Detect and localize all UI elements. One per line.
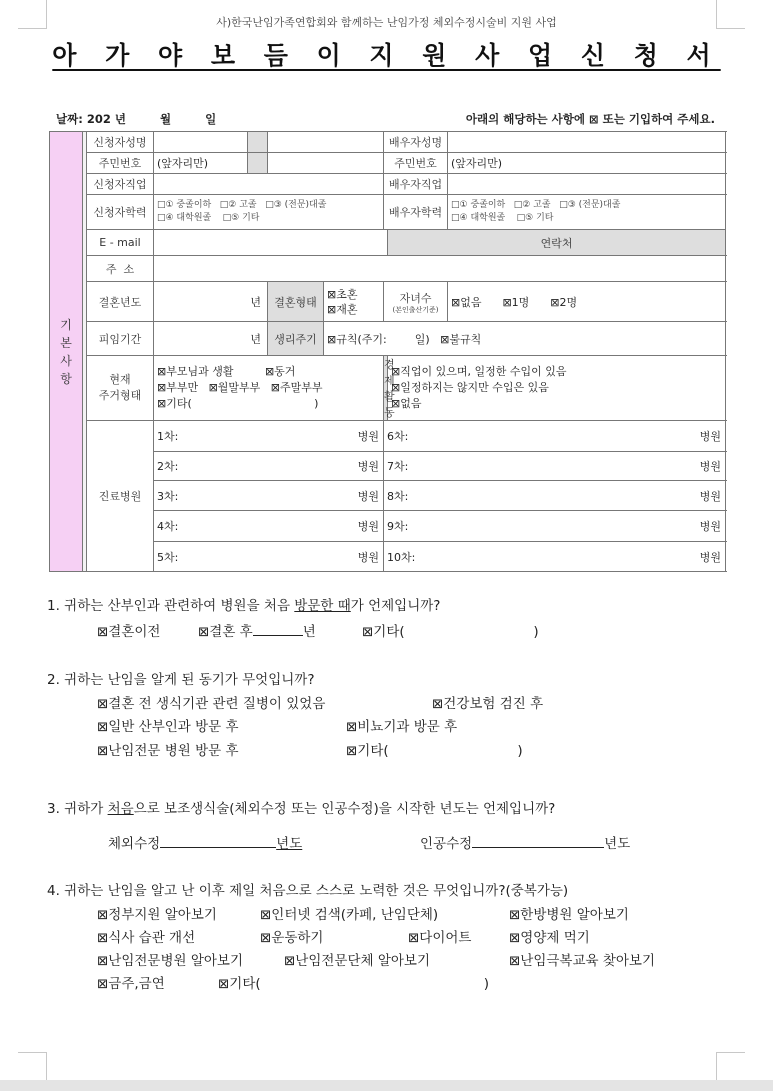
hospital-row-4-left[interactable] [154, 511, 384, 542]
hospital-3-label: 3차: [157, 489, 179, 503]
address-label: 주 소 [87, 256, 154, 282]
q4-option-infertility-group[interactable]: ⊠난임전문단체 알아보기 [284, 953, 431, 969]
hospital-8-unit: 병원 [699, 489, 722, 503]
q3-ivf[interactable] [108, 832, 302, 852]
q3-iui[interactable] [420, 832, 630, 852]
hospital-9-label: 9차: [387, 520, 409, 533]
spouse-edu-line-2[interactable]: □④ 대학원졸 □⑤ 기타 [451, 213, 554, 223]
q1-option-before-marriage[interactable]: ⊠결혼이전 [97, 624, 161, 640]
residence-line-1[interactable]: ⊠부모님과 생활 ⊠동거 [157, 365, 296, 378]
spouse-edu-label: 배우자학력 [384, 195, 448, 230]
hospital-5-unit: 병원 [357, 550, 379, 564]
hospital-row-1-left[interactable] [154, 421, 384, 452]
q2-option-urology-visit[interactable]: ⊠비뇨기과 방문 후 [346, 719, 458, 735]
contraception-field[interactable]: 년 [154, 322, 268, 356]
marriage-year-label: 결혼년도 [87, 282, 154, 322]
hospital-1-unit: 병원 [357, 430, 379, 443]
q3-ivf-label: 체외수정 [108, 836, 161, 852]
hospital-row-5-right[interactable] [384, 542, 726, 572]
applicant-rrn-field[interactable]: (앞자리만) [154, 153, 248, 174]
email-label: E - mail [87, 230, 154, 256]
q4-option-supplements[interactable]: ⊠영양제 먹기 [509, 930, 590, 946]
spouse-rrn-field[interactable]: (앞자리만) [448, 153, 726, 174]
cycle-label: 생리주기 [268, 322, 324, 356]
question-2: 2. 귀하는 난임을 알게 된 동기가 무엇입니까? [47, 672, 315, 688]
contact-label: 연락처 [388, 230, 726, 256]
question-3-pre: 3. 귀하가 [47, 801, 108, 817]
q4-option-internet-search[interactable]: ⊠인터넷 검색(카페, 난임단체) [260, 907, 439, 923]
date-label: 날짜: [56, 112, 83, 126]
residence-line-3[interactable]: ⊠기타( ) [157, 397, 319, 410]
q4-option-diet-habit[interactable]: ⊠식사 습관 개선 [97, 930, 196, 946]
question-4: 4. 귀하는 난임을 알고 난 이후 제일 처음으로 스스로 노력한 것은 무엇입니까?(중복가능) [47, 883, 569, 899]
q3-iui-blank[interactable] [472, 833, 604, 848]
q3-ivf-blank[interactable] [160, 833, 276, 848]
hospital-row-3-right[interactable] [384, 481, 726, 511]
q1-after-marriage-label: ⊠결혼 후 [198, 624, 253, 640]
hospital-7-unit: 병원 [699, 460, 722, 473]
title-text: 아 가 야 보 듬 이 지 원 사 업 신 청 서 [52, 41, 721, 70]
q4-option-gov-support[interactable]: ⊠정부지원 알아보기 [97, 907, 217, 923]
hospital-row-3-left[interactable] [154, 481, 384, 511]
contraception-label: 피임기간 [87, 322, 154, 356]
applicant-edu-line-2[interactable]: □④ 대학원졸 □⑤ 기타 [157, 213, 260, 223]
hospital-4-unit: 병원 [357, 520, 379, 533]
spouse-name-label: 배우자성명 [384, 132, 448, 153]
viewer-bottom-bar [0, 1080, 773, 1091]
document-subtitle: 사)한국난임가족연합회와 함께하는 난임가정 체외수정시술비 지원 사업 [216, 16, 557, 29]
question-1-pre: 1. 귀하는 산부인과 관련하여 병원을 처음 [47, 598, 295, 614]
hospital-9-unit: 병원 [699, 520, 722, 533]
date-year[interactable]: 202 년 [86, 112, 126, 126]
spouse-job-field[interactable] [448, 174, 726, 195]
date-month[interactable]: 월 [160, 112, 172, 126]
hospital-row-4-right[interactable] [384, 511, 726, 542]
email-field[interactable] [154, 230, 388, 256]
q4-option-infertility-hospital[interactable]: ⊠난임전문병원 알아보기 [97, 953, 244, 969]
instruction-text: 아래의 해당하는 사항에 ⊠ 또는 기입하여 주세요. [465, 112, 715, 126]
q3-ivf-unit: 년도 [276, 836, 303, 852]
hospital-row-1-right[interactable] [384, 421, 726, 452]
page-corner-mark [18, 1052, 47, 1081]
q4-option-exercise[interactable]: ⊠운동하기 [260, 930, 324, 946]
date-line [56, 111, 216, 127]
spouse-rrn-label: 주민번호 [384, 153, 448, 174]
residence-label: 현재 주거형태 [87, 356, 154, 421]
applicant-rrn-label: 주민번호 [87, 153, 154, 174]
applicant-name-shade [248, 132, 268, 153]
q3-iui-label: 인공수정 [420, 836, 473, 852]
economic-line-1[interactable]: ⊠직업이 있으며, 일정한 수입이 있음 [391, 365, 567, 378]
basic-info-side-label: 기 본 사 항 [50, 132, 83, 572]
applicant-rrn-field-2[interactable] [268, 153, 384, 174]
applicant-edu-label: 신청자학력 [87, 195, 154, 230]
spouse-job-label: 배우자직업 [384, 174, 448, 195]
spouse-edu-line-1[interactable]: □① 중졸이하 □② 고졸 □③ (전문)대졸 [451, 200, 621, 210]
hospital-5-label: 5차: [157, 550, 179, 564]
marriage-year-field[interactable]: 년 [154, 282, 268, 322]
basic-info-table [49, 131, 726, 572]
question-1-post: 가 언제입니까? [350, 598, 441, 614]
applicant-rrn-shade [248, 153, 268, 174]
economic-label: 경제활동 [384, 356, 388, 421]
applicant-edu-line-1[interactable]: □① 중졸이하 □② 고졸 □③ (전문)대졸 [157, 200, 327, 210]
q1-years-unit: 년 [302, 624, 316, 640]
q2-option-infertility-clinic[interactable]: ⊠난임전문 병원 방문 후 [97, 743, 239, 759]
question-1-underlined: 방문한 때 [294, 598, 351, 614]
applicant-job-field[interactable] [154, 174, 384, 195]
hospital-3-unit: 병원 [357, 489, 379, 503]
hospital-row-2-left[interactable] [154, 452, 384, 481]
q4-option-quit-drinking-smoking[interactable]: ⊠금주,금연 [97, 976, 165, 992]
q2-option-pre-marriage-disease[interactable]: ⊠결혼 전 생식기관 관련 질병이 있었음 [97, 696, 326, 712]
page-corner-mark [716, 1052, 745, 1081]
q3-iui-unit: 년도 [604, 836, 631, 852]
question-1 [47, 594, 440, 614]
residence-options[interactable] [154, 356, 384, 421]
q4-option-diet[interactable]: ⊠다이어트 [408, 930, 472, 946]
children-label [384, 282, 448, 322]
q4-option-education[interactable]: ⊠난임극복교육 찾아보기 [509, 953, 656, 969]
hospital-2-unit: 병원 [357, 460, 379, 473]
date-day[interactable]: 일 [205, 112, 217, 126]
hospital-8-label: 8차: [387, 489, 409, 503]
question-3-underlined: 처음 [107, 801, 134, 817]
economic-line-3[interactable]: ⊠없음 [391, 397, 422, 410]
q2-option-other[interactable]: ⊠기타( ) [346, 743, 523, 759]
q4-option-other[interactable]: ⊠기타( ) [218, 976, 490, 992]
q1-option-after-marriage[interactable] [198, 620, 316, 640]
q1-years-blank[interactable] [253, 621, 303, 636]
document-title [0, 36, 773, 72]
applicant-name-label: 신청자성명 [87, 132, 154, 153]
hospital-6-label: 6차: [387, 430, 409, 443]
question-3-post: 으로 보조생식술(체외수정 또는 인공수정)을 시작한 년도는 언제입니까? [133, 801, 556, 817]
clinic-label: 진료병원 [87, 421, 154, 572]
question-3 [47, 797, 555, 817]
economic-options[interactable] [388, 356, 726, 421]
hospital-1-label: 1차: [157, 430, 179, 443]
spouse-name-field[interactable] [448, 132, 726, 153]
marriage-type-label: 결혼형태 [268, 282, 324, 322]
q4-option-oriental-hospital[interactable]: ⊠한방병원 알아보기 [509, 907, 629, 923]
applicant-name-field[interactable] [154, 132, 248, 153]
children-label-text: 자녀수 [399, 291, 432, 305]
address-field[interactable] [154, 256, 726, 282]
economic-line-2[interactable]: ⊠일정하지는 않지만 수입은 있음 [391, 381, 549, 394]
marriage-type-options[interactable]: ⊠초혼 ⊠재혼 [324, 282, 384, 322]
applicant-edu-options[interactable] [154, 195, 384, 230]
spouse-edu-options[interactable] [448, 195, 726, 230]
hospital-10-unit: 병원 [699, 550, 722, 564]
residence-line-2[interactable]: ⊠부부만 ⊠월말부부 ⊠주말부부 [157, 381, 323, 394]
cycle-options[interactable]: ⊠규칙(주기: 일) ⊠불규칙 [324, 322, 726, 356]
hospital-row-5-left[interactable] [154, 542, 384, 572]
q2-option-obgyn-visit[interactable]: ⊠일반 산부인과 방문 후 [97, 719, 239, 735]
q1-option-other[interactable]: ⊠기타( ) [362, 624, 539, 640]
hospital-row-2-right[interactable] [384, 452, 726, 481]
hospital-6-unit: 병원 [699, 430, 722, 443]
applicant-name-field-2[interactable] [268, 132, 384, 153]
applicant-job-label: 신청자직업 [87, 174, 154, 195]
q2-option-health-checkup[interactable]: ⊠건강보험 검진 후 [432, 696, 544, 712]
hospital-7-label: 7차: [387, 460, 409, 473]
children-note: (본인출산기준) [392, 305, 439, 314]
hospital-4-label: 4차: [157, 520, 179, 533]
hospital-2-label: 2차: [157, 460, 179, 473]
children-options[interactable]: ⊠없음 ⊠1명 ⊠2명 [448, 282, 726, 322]
hospital-10-label: 10차: [387, 550, 416, 564]
